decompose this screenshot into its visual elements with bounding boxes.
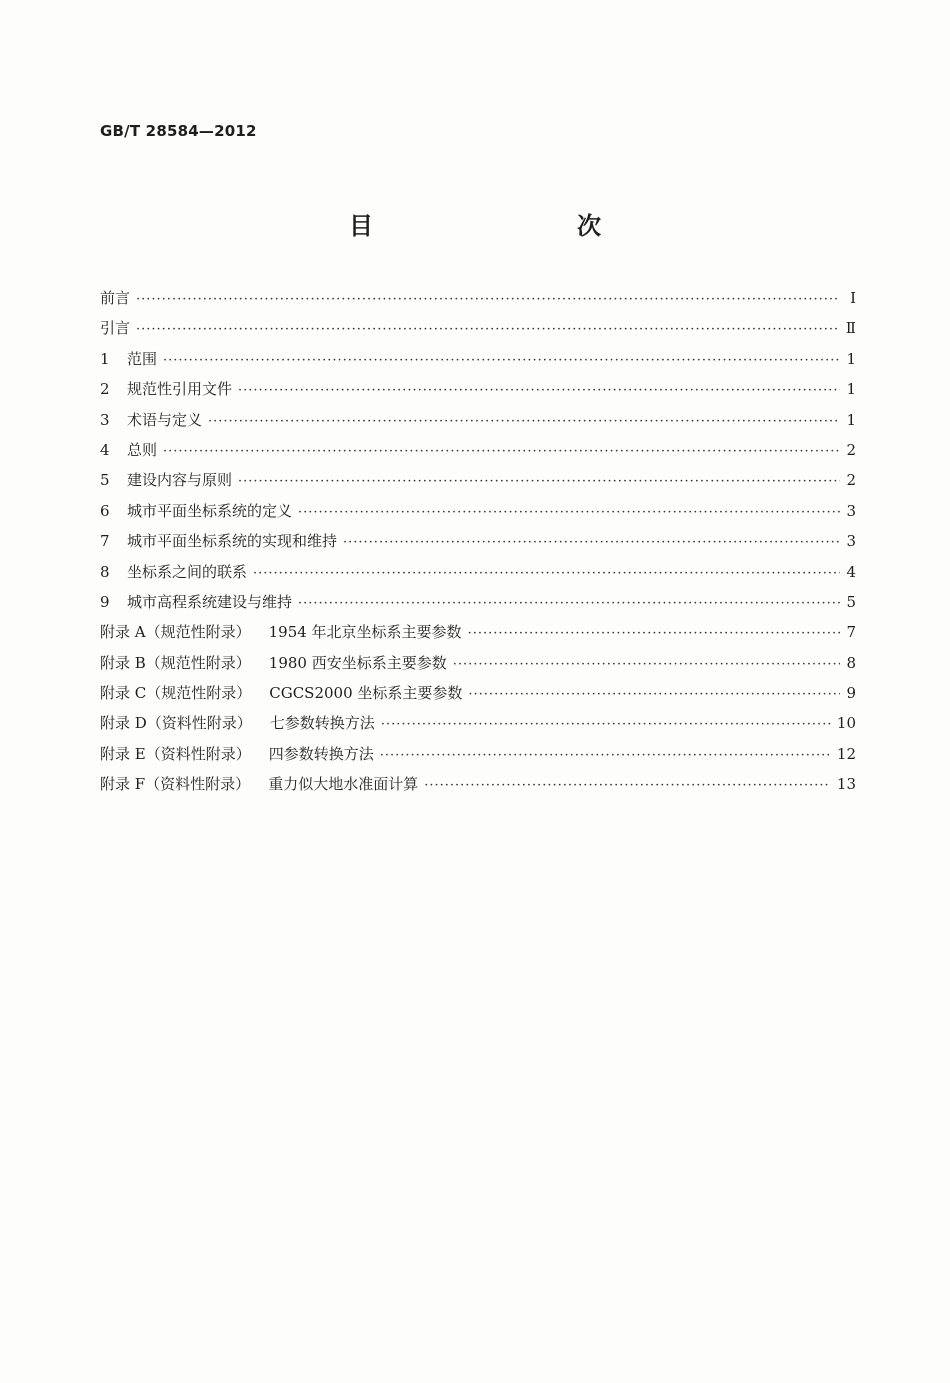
toc-entry-subtitle: 四参数转换方法 (268, 744, 374, 763)
toc-entry-number: 1 (100, 349, 110, 368)
toc-entry[interactable] (100, 591, 856, 621)
toc-entry-page-number: 5 (846, 592, 856, 611)
toc-entry[interactable] (100, 348, 856, 378)
toc-entry[interactable] (100, 530, 856, 560)
toc-dot-leader (136, 322, 840, 337)
toc-dot-leader (238, 474, 840, 489)
toc-entry-page-number: 8 (846, 653, 856, 672)
toc-entry[interactable] (100, 317, 856, 347)
toc-dot-leader (238, 383, 840, 398)
toc-entry-number: 4 (100, 440, 110, 459)
toc-entry-label: 附录 B（规范性附录） (100, 653, 251, 672)
toc-entry-label: 附录 C（规范性附录） (100, 684, 252, 703)
toc-entry-page-number: 4 (846, 562, 856, 581)
toc-dot-leader (298, 596, 840, 611)
toc-dot-leader (163, 353, 840, 368)
toc-entry-page-number: 1 (846, 410, 856, 429)
toc-entry-label: 建设内容与原则 (127, 471, 233, 490)
toc-entry[interactable] (100, 469, 856, 499)
toc-entry-label: 附录 E（资料性附录） (100, 744, 251, 763)
toc-dot-leader (468, 687, 840, 702)
toc-entry-page-number: 2 (846, 440, 856, 459)
toc-entry-page-number: 1 (846, 349, 856, 368)
toc-entry[interactable] (100, 621, 856, 651)
standard-code: GB/T 28584—2012 (100, 122, 257, 140)
toc-entry[interactable] (100, 561, 856, 591)
toc-entry[interactable] (100, 439, 856, 469)
toc-entry[interactable] (100, 287, 856, 317)
toc-dot-leader (380, 748, 831, 763)
toc-dot-leader (298, 505, 840, 520)
toc-entry[interactable] (100, 743, 856, 773)
toc-entry-number: 7 (100, 532, 110, 551)
toc-entry-number: 3 (100, 410, 110, 429)
toc-entry-page-number: 3 (846, 532, 856, 551)
toc-entry-label: 范围 (127, 349, 158, 368)
toc-entry-page-number: 7 (846, 623, 856, 642)
toc-entry-label: 附录 A（规范性附录） (100, 623, 251, 642)
toc-entry-page-number: 2 (846, 471, 856, 490)
toc-entry-number: 5 (100, 471, 110, 490)
toc-dot-leader (453, 657, 840, 672)
toc-entry-page-number: 3 (846, 501, 856, 520)
toc-entry-label: 附录 F（资料性附录） (100, 775, 251, 794)
toc-entry[interactable] (100, 773, 856, 803)
toc-dot-leader (163, 444, 840, 459)
toc-entry-page-number: 13 (836, 775, 856, 794)
toc-entry[interactable] (100, 378, 856, 408)
toc-entry[interactable] (100, 409, 856, 439)
table-of-contents (100, 287, 856, 804)
toc-entry-subtitle: 七参数转换方法 (269, 714, 375, 733)
toc-entry-label: 术语与定义 (127, 410, 203, 429)
toc-entry-number: 6 (100, 501, 110, 520)
toc-dot-leader (381, 717, 831, 732)
toc-entry-page-number: Ⅰ (850, 289, 856, 307)
toc-entry-label: 规范性引用文件 (127, 380, 233, 399)
toc-dot-leader (208, 414, 840, 429)
toc-entry[interactable] (100, 712, 856, 742)
toc-entry-page-number: 12 (836, 744, 856, 763)
toc-entry-subtitle: CGCS2000 坐标系主要参数 (269, 684, 463, 703)
toc-entry-subtitle: 1954 年北京坐标系主要参数 (268, 623, 462, 642)
toc-entry-label: 前言 (100, 289, 131, 307)
page-title: 目 次 (349, 212, 653, 240)
toc-entry-label: 总则 (127, 440, 158, 459)
toc-entry-label: 城市高程系统建设与维持 (127, 592, 293, 611)
toc-entry-number: 8 (100, 562, 110, 581)
toc-entry-page-number: 1 (846, 380, 856, 399)
toc-dot-leader (343, 535, 840, 550)
toc-dot-leader (136, 292, 840, 307)
toc-entry[interactable] (100, 682, 856, 712)
toc-entry-label: 城市平面坐标系统的定义 (127, 501, 293, 520)
toc-entry-page-number: 10 (836, 714, 856, 733)
toc-entry[interactable] (100, 652, 856, 682)
toc-dot-leader (424, 778, 831, 793)
toc-entry-label: 引言 (100, 319, 131, 338)
toc-entry-page-number: 9 (846, 684, 856, 703)
toc-dot-leader (468, 626, 840, 641)
toc-entry-label: 坐标系之间的联系 (127, 562, 248, 581)
toc-entry-number: 9 (100, 592, 110, 611)
toc-entry[interactable] (100, 500, 856, 530)
toc-entry-subtitle: 1980 西安坐标系主要参数 (268, 653, 447, 672)
toc-entry-label: 城市平面坐标系统的实现和维持 (127, 532, 338, 551)
toc-entry-subtitle: 重力似大地水准面计算 (268, 775, 419, 794)
toc-entry-number: 2 (100, 380, 110, 399)
toc-dot-leader (253, 566, 840, 581)
toc-entry-page-number: Ⅱ (845, 319, 856, 338)
toc-entry-label: 附录 D（资料性附录） (100, 714, 252, 733)
